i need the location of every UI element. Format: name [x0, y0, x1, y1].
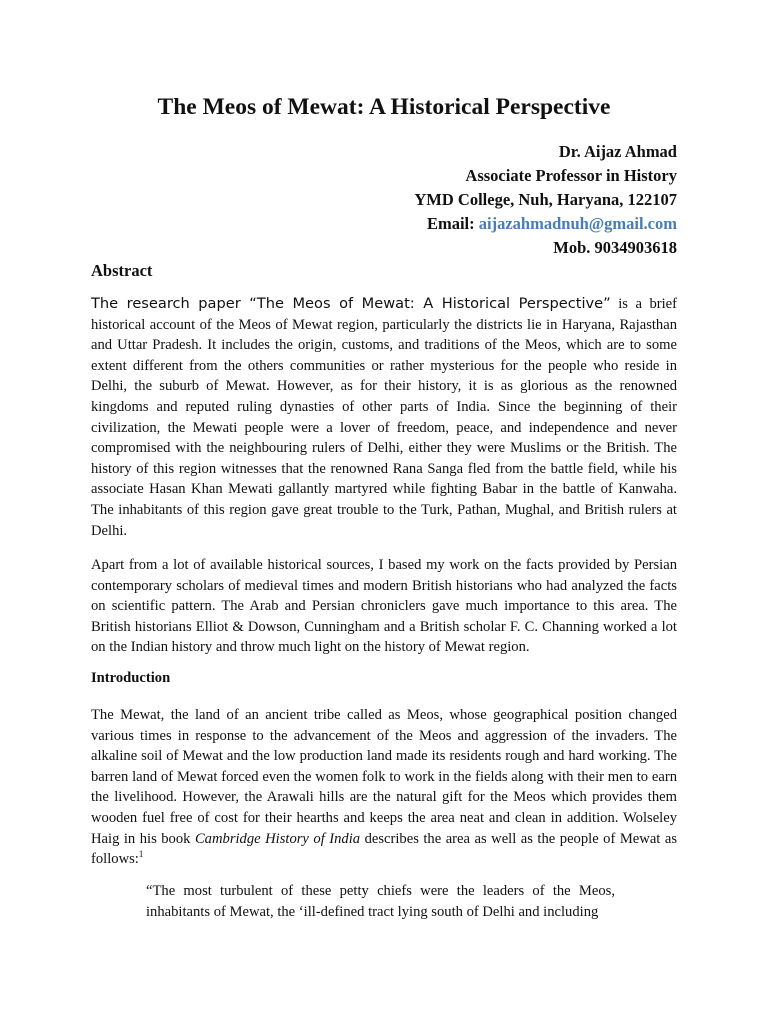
author-institution: YMD College, Nuh, Haryana, 122107	[414, 190, 677, 209]
abstract-paragraph-1-text: is a brief historical account of the Meos of Mewat region, particularly the districts lie in Haryana, Rajasthan and Uttar Pradesh. It includes the origin, customs, and traditions of the Meos, which are to some extent different from the others communities or rather mysterious for the people who reside in Delhi, the suburb of Mewat. However, as for their history, it is as glorious as the renowned kingdoms and reputed ruling dynasties of other parts of India. Since the beginning of their civilization, the Mewati people were a lover of freedom, peace, and independence and never compromised with the neighbouring rulers of Delhi, either they were Muslims or the British. The history of this region witnesses that the renowned Rana Sanga fled from the battle field, while his associate Hasan Khan Mewati gallantly martyred while fighting Babar in the battle of Kanwaha. The inhabitants of this region gave great trouble to the Turk, Pathan, Mughal, and British rulers at Delhi.	[91, 296, 677, 539]
author-block	[414, 140, 677, 260]
introduction-text-after: describes the area as well as the people of Mewat as follows:	[91, 830, 678, 868]
email-link[interactable]: aijazahmadnuh@gmail.com	[478, 214, 677, 233]
abstract-heading: Abstract	[91, 261, 153, 280]
book-title: Cambridge History of India	[194, 830, 361, 847]
page-title: The Meos of Mewat: A Historical Perspective	[157, 94, 611, 120]
author-name: Dr. Aijaz Ahmad	[558, 142, 677, 161]
abstract-lead: The research paper “The Meos of Mewat: A Historical Perspective”	[91, 295, 611, 312]
block-quote: “The most turbulent of these petty chiefs were the leaders of the Meos, inhabitants of Mewat, the ‘ill-defined tract lying south of Delhi and including	[146, 883, 615, 920]
author-position: Associate Professor in History	[465, 166, 677, 185]
introduction-paragraph	[91, 705, 677, 870]
abstract-paragraph-2: Apart from a lot of available historical sources, I based my work on the facts provided by Persian contemporary scholars of medieval times and modern British historians who had analyzed the facts on scientific pattern. The Arab and Persian chroniclers gave much importance to this area. The British historians Elliot & Dowson, Cunningham and a British scholar F. C. Channing worked a lot on the Indian history and throw much light on the history of Mewat region.	[91, 557, 677, 656]
introduction-heading: Introduction	[91, 670, 171, 686]
introduction-text-before: The Mewat, the land of an ancient tribe called as Meos, whose geographical position changed various times in response to the advancement of the Meos and aggression of the invaders. The alkaline soil of Mewat and the low production land made its residents rough and hard working. The barren land of Mewat forced even the women folk to work in the fields along with their men to earn the livelihood. However, the Arawali hills are the natural gift for the Meos which provides them wooden fuel free of cost for their hearths and keeps the area neat and clean in addition. Wolseley Haig in his book	[91, 707, 677, 847]
abstract-paragraph-1	[91, 294, 677, 541]
author-email-line	[414, 212, 677, 236]
email-label: Email:	[426, 214, 479, 233]
footnote-reference[interactable]: 1	[138, 849, 144, 860]
author-mobile: Mob. 9034903618	[553, 238, 677, 257]
